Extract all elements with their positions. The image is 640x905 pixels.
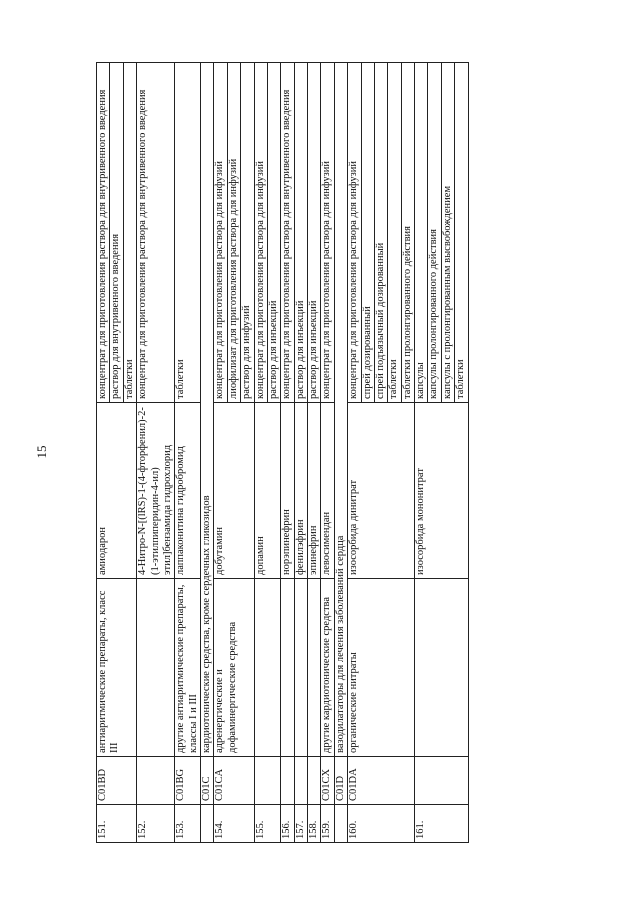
drug-name-cell: лаппаконитина гидробромид (175, 403, 201, 579)
row-number-cell: 154. (214, 805, 254, 843)
row-number-cell: 157. (294, 805, 307, 843)
table-row (97, 63, 110, 843)
dosage-form-cell: капсулы (415, 63, 428, 403)
row-number-cell: 153. (175, 805, 201, 843)
dosage-form-cell: концентрат для приготовления раствора для инфузий (254, 63, 267, 403)
drug-name-cell: амиодарон (97, 403, 137, 579)
drug-name-cell: изосорбида динитрат (348, 403, 415, 579)
drug-name-cell: норэпинефрин (281, 403, 294, 579)
dosage-form-cell: таблетки пролонгированного действия (401, 63, 414, 403)
group-name-cell (281, 579, 294, 757)
atc-code-cell: C01BD (97, 757, 137, 805)
group-name-cell (294, 579, 307, 757)
dosage-form-cell: раствор для внутривенного введения (110, 63, 123, 403)
drug-table-body (97, 63, 469, 843)
dosage-form-cell: концентрат для приготовления раствора для внутривенного введения (137, 63, 175, 403)
rotated-table-frame (96, 63, 470, 843)
group-name-cell: антиаритмические препараты, класс III (97, 579, 137, 757)
row-number-cell (334, 805, 347, 843)
drug-name-cell: добутамин (214, 403, 254, 579)
row-number-cell: 151. (97, 805, 137, 843)
dosage-form-cell: концентрат для приготовления раствора для внутривенного введения (97, 63, 110, 403)
dosage-form-cell: спрей подъязычный дозированный (374, 63, 387, 403)
group-name-cell: адренергические и дофаминергические средства (214, 579, 254, 757)
group-name-cell (137, 579, 175, 757)
section-title-cell: вазодилататоры для лечения заболеваний сердца (334, 63, 347, 757)
table-row (308, 63, 321, 843)
group-name-cell (308, 579, 321, 757)
dosage-form-cell: раствор для инъекций (267, 63, 280, 403)
dosage-form-cell: концентрат для приготовления раствора для инфузий (321, 63, 334, 403)
group-name-cell: другие антиаритмические препараты, классы I и III (175, 579, 201, 757)
row-number-cell: 156. (281, 805, 294, 843)
dosage-form-cell: капсулы пролонгированного действия (428, 63, 441, 403)
dosage-form-cell: спрей дозированный (361, 63, 374, 403)
atc-code-cell: C01CA (214, 757, 254, 805)
atc-code-cell (415, 757, 469, 805)
row-number-cell: 159. (321, 805, 334, 843)
table-row (415, 63, 428, 843)
atc-code-cell (137, 757, 175, 805)
section-title-cell: кардиотонические средства, кроме сердечных гликозидов (201, 63, 214, 757)
group-name-cell (254, 579, 281, 757)
dosage-form-cell: концентрат для приготовления раствора для инфузий (348, 63, 361, 403)
dosage-form-cell: капсулы с пролонгированным высвобождением (441, 63, 454, 403)
atc-code-cell (281, 757, 294, 805)
row-number-cell: 155. (254, 805, 281, 843)
row-number-cell: 161. (415, 805, 469, 843)
table-row (294, 63, 307, 843)
drug-name-cell: левосимендан (321, 403, 334, 579)
table-row (348, 63, 361, 843)
table-row (175, 63, 201, 843)
group-name-cell: органические нитраты (348, 579, 415, 757)
table-row (254, 63, 267, 843)
dosage-form-cell: таблетки (175, 63, 201, 403)
drug-table (96, 62, 469, 843)
dosage-form-cell: раствор для инъекций (294, 63, 307, 403)
dosage-form-cell: таблетки (455, 63, 468, 403)
atc-code-cell (294, 757, 307, 805)
row-number-cell: 152. (137, 805, 175, 843)
atc-code-cell: C01CX (321, 757, 334, 805)
table-section-row (201, 63, 214, 843)
table-row (137, 63, 175, 843)
group-name-cell: другие кардиотонические средства (321, 579, 334, 757)
table-row (281, 63, 294, 843)
page-number: 15 (34, 445, 49, 459)
table-row (214, 63, 227, 843)
atc-code-cell: C01BG (175, 757, 201, 805)
table-row (321, 63, 334, 843)
dosage-form-cell: таблетки (388, 63, 401, 403)
dosage-form-cell: концентрат для приготовления раствора для инфузий (214, 63, 227, 403)
dosage-form-cell: раствор для инъекций (308, 63, 321, 403)
atc-code-cell (254, 757, 281, 805)
atc-code-cell: C01DA (348, 757, 415, 805)
drug-name-cell: допамин (254, 403, 281, 579)
drug-name-cell: 4-Нитро-N-[(lRS)-1-(4-фторфенил)-2-(1-этилпиперидин-4-ил) этил]бензамида гидрохлорид (137, 403, 175, 579)
row-number-cell: 160. (348, 805, 415, 843)
row-number-cell: 158. (308, 805, 321, 843)
table-section-row (334, 63, 347, 843)
group-name-cell (415, 579, 469, 757)
dosage-form-cell: таблетки (123, 63, 136, 403)
drug-name-cell: изосорбида мононитрат (415, 403, 469, 579)
atc-code-cell: C01D (334, 757, 347, 805)
dosage-form-cell: раствор для инфузий (241, 63, 254, 403)
atc-code-cell (308, 757, 321, 805)
drug-name-cell: эпинефрин (308, 403, 321, 579)
atc-code-cell: C01C (201, 757, 214, 805)
row-number-cell (201, 805, 214, 843)
dosage-form-cell: концентрат для приготовления раствора для внутривенного введения (281, 63, 294, 403)
drug-name-cell: фенилэфрин (294, 403, 307, 579)
dosage-form-cell: лиофилизат для приготовления раствора для инфузий (227, 63, 240, 403)
